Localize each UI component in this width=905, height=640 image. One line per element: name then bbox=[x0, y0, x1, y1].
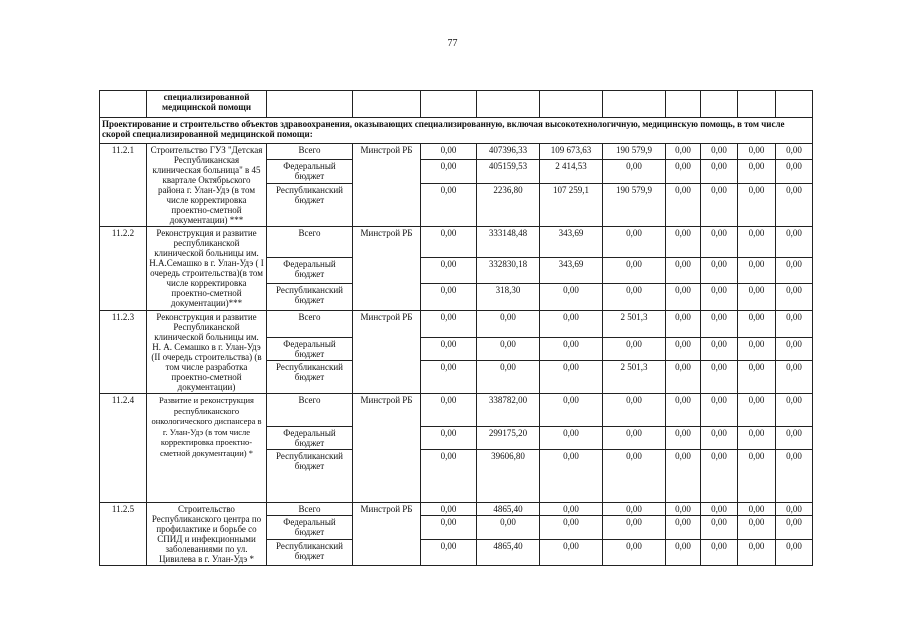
funding-source: Федеральный бюджет bbox=[267, 337, 353, 361]
amount-cell: 299175,20 bbox=[477, 427, 540, 450]
funding-source: Всего bbox=[267, 227, 353, 258]
section-title: Проектирование и строительство объектов здравоохранения, оказывающих специализированную, включая высокотехнологичную, медицинскую помощь, в том числе скорой специализированной медицинской помощи: bbox=[100, 118, 813, 144]
amount-cell: 0,00 bbox=[666, 159, 701, 183]
funding-source: Республиканский бюджет bbox=[267, 361, 353, 394]
amount-cell: 0,00 bbox=[776, 516, 813, 539]
amount-cell: 0,00 bbox=[776, 159, 813, 183]
page-number: 77 bbox=[447, 38, 458, 49]
amount-cell: 0,00 bbox=[421, 361, 477, 394]
amount-cell: 0,00 bbox=[603, 450, 666, 503]
table-row bbox=[100, 227, 813, 258]
amount-cell: 0,00 bbox=[738, 258, 776, 284]
amount-cell: 0,00 bbox=[666, 427, 701, 450]
amount-cell: 0,00 bbox=[666, 144, 701, 160]
amount-cell: 0,00 bbox=[540, 284, 603, 311]
item-name: Строительство ГУЗ "Детская Республиканская клиническая больница" в 45 квартале Октябрьского района г. Улан-Удэ (в том числе корректировка проектно-сметной документации) *** bbox=[147, 144, 267, 227]
amount-cell: 0,00 bbox=[666, 361, 701, 394]
amount-cell: 0,00 bbox=[776, 394, 813, 427]
funding-source: Республиканский бюджет bbox=[267, 539, 353, 565]
executor: Минстрой РБ bbox=[353, 311, 421, 394]
amount-cell: 407396,33 bbox=[477, 144, 540, 160]
funding-source: Федеральный бюджет bbox=[267, 516, 353, 539]
funding-source: Всего bbox=[267, 503, 353, 516]
item-code: 11.2.4 bbox=[100, 394, 147, 503]
amount-cell: 0,00 bbox=[701, 361, 738, 394]
amount-cell: 0,00 bbox=[776, 539, 813, 565]
amount-cell: 0,00 bbox=[738, 337, 776, 361]
executor: Минстрой РБ bbox=[353, 227, 421, 311]
amount-cell: 0,00 bbox=[776, 503, 813, 516]
amount-cell: 0,00 bbox=[701, 144, 738, 160]
item-code: 11.2.1 bbox=[100, 144, 147, 227]
amount-cell: 0,00 bbox=[421, 258, 477, 284]
funding-source: Республиканский бюджет bbox=[267, 450, 353, 503]
item-name: Реконструкция и развитие республиканской клинической больницы им. Н.А.Семашко в г. Улан-Удэ ( I очередь строительства)(в том числе корректировка проектно-сметной документации)*** bbox=[147, 227, 267, 311]
amount-cell: 0,00 bbox=[701, 159, 738, 183]
amount-cell: 0,00 bbox=[701, 539, 738, 565]
item-code: 11.2.5 bbox=[100, 503, 147, 566]
amount-cell: 0,00 bbox=[738, 361, 776, 394]
amount-cell: 0,00 bbox=[738, 394, 776, 427]
amount-cell: 0,00 bbox=[738, 144, 776, 160]
item-name: Реконструкция и развитие Республиканской клинической больницы им. Н. А. Семашко в г. Улан-Удэ (II очередь строительства) (в том числе разработка проектно-сметной документации) bbox=[147, 311, 267, 394]
amount-cell: 0,00 bbox=[540, 311, 603, 338]
amount-cell: 0,00 bbox=[666, 503, 701, 516]
amount-cell: 0,00 bbox=[738, 450, 776, 503]
amount-cell: 405159,53 bbox=[477, 159, 540, 183]
funding-source: Всего bbox=[267, 394, 353, 427]
amount-cell: 0,00 bbox=[738, 227, 776, 258]
header-name-cell: специализированной медицинской помощи bbox=[147, 91, 267, 118]
amount-cell: 343,69 bbox=[540, 258, 603, 284]
amount-cell: 0,00 bbox=[738, 503, 776, 516]
funding-source: Федеральный бюджет bbox=[267, 427, 353, 450]
amount-cell: 0,00 bbox=[776, 361, 813, 394]
amount-cell: 0,00 bbox=[666, 394, 701, 427]
funding-source: Федеральный бюджет bbox=[267, 159, 353, 183]
amount-cell: 0,00 bbox=[701, 284, 738, 311]
amount-cell: 0,00 bbox=[738, 516, 776, 539]
amount-cell: 0,00 bbox=[540, 427, 603, 450]
amount-cell: 0,00 bbox=[666, 227, 701, 258]
amount-cell: 0,00 bbox=[421, 144, 477, 160]
amount-cell: 4865,40 bbox=[477, 503, 540, 516]
amount-cell: 0,00 bbox=[477, 361, 540, 394]
amount-cell: 343,69 bbox=[540, 227, 603, 258]
amount-cell: 333148,48 bbox=[477, 227, 540, 258]
executor: Минстрой РБ bbox=[353, 503, 421, 566]
amount-cell: 0,00 bbox=[738, 427, 776, 450]
header-row bbox=[100, 91, 813, 118]
table-row bbox=[100, 311, 813, 338]
amount-cell: 109 673,63 bbox=[540, 144, 603, 160]
funding-source: Федеральный бюджет bbox=[267, 258, 353, 284]
funding-source: Всего bbox=[267, 144, 353, 160]
amount-cell: 0,00 bbox=[701, 450, 738, 503]
amount-cell: 332830,18 bbox=[477, 258, 540, 284]
amount-cell: 0,00 bbox=[540, 361, 603, 394]
amount-cell: 2 501,3 bbox=[603, 361, 666, 394]
amount-cell: 39606,80 bbox=[477, 450, 540, 503]
amount-cell: 0,00 bbox=[776, 311, 813, 338]
amount-cell: 0,00 bbox=[738, 284, 776, 311]
budget-table bbox=[99, 90, 813, 566]
amount-cell: 107 259,1 bbox=[540, 184, 603, 227]
amount-cell: 0,00 bbox=[701, 227, 738, 258]
amount-cell: 0,00 bbox=[477, 516, 540, 539]
amount-cell: 0,00 bbox=[738, 159, 776, 183]
executor: Минстрой РБ bbox=[353, 144, 421, 227]
amount-cell: 0,00 bbox=[776, 258, 813, 284]
amount-cell: 0,00 bbox=[421, 227, 477, 258]
amount-cell: 0,00 bbox=[738, 184, 776, 227]
amount-cell: 0,00 bbox=[421, 184, 477, 227]
amount-cell: 2236,80 bbox=[477, 184, 540, 227]
amount-cell: 0,00 bbox=[421, 284, 477, 311]
section-row bbox=[100, 118, 813, 144]
amount-cell: 0,00 bbox=[666, 258, 701, 284]
amount-cell: 0,00 bbox=[540, 394, 603, 427]
funding-source: Республиканский бюджет bbox=[267, 284, 353, 311]
table-row bbox=[100, 144, 813, 160]
amount-cell: 0,00 bbox=[701, 427, 738, 450]
amount-cell: 0,00 bbox=[540, 503, 603, 516]
amount-cell: 0,00 bbox=[776, 144, 813, 160]
amount-cell: 0,00 bbox=[603, 284, 666, 311]
item-code: 11.2.3 bbox=[100, 311, 147, 394]
amount-cell: 0,00 bbox=[421, 450, 477, 503]
table-row bbox=[100, 394, 813, 427]
amount-cell: 0,00 bbox=[421, 159, 477, 183]
amount-cell: 0,00 bbox=[776, 427, 813, 450]
amount-cell: 0,00 bbox=[738, 311, 776, 338]
amount-cell: 338782,00 bbox=[477, 394, 540, 427]
amount-cell: 0,00 bbox=[603, 258, 666, 284]
amount-cell: 0,00 bbox=[701, 311, 738, 338]
amount-cell: 0,00 bbox=[421, 394, 477, 427]
amount-cell: 2 501,3 bbox=[603, 311, 666, 338]
amount-cell: 0,00 bbox=[477, 337, 540, 361]
amount-cell: 0,00 bbox=[540, 337, 603, 361]
amount-cell: 0,00 bbox=[540, 516, 603, 539]
table-row bbox=[100, 503, 813, 516]
item-code: 11.2.2 bbox=[100, 227, 147, 311]
funding-source: Всего bbox=[267, 311, 353, 338]
amount-cell: 0,00 bbox=[603, 503, 666, 516]
amount-cell: 4865,40 bbox=[477, 539, 540, 565]
amount-cell: 2 414,53 bbox=[540, 159, 603, 183]
amount-cell: 0,00 bbox=[776, 337, 813, 361]
amount-cell: 0,00 bbox=[603, 337, 666, 361]
amount-cell: 0,00 bbox=[776, 227, 813, 258]
amount-cell: 0,00 bbox=[666, 539, 701, 565]
amount-cell: 0,00 bbox=[701, 337, 738, 361]
amount-cell: 0,00 bbox=[603, 394, 666, 427]
amount-cell: 0,00 bbox=[540, 539, 603, 565]
amount-cell: 0,00 bbox=[603, 516, 666, 539]
amount-cell: 0,00 bbox=[666, 311, 701, 338]
item-name: Строительство Республиканского центра по профилактике и борьбе со СПИД и инфекционными заболеваниями по ул. Цивилева в г. Улан-Удэ * bbox=[147, 503, 267, 566]
amount-cell: 0,00 bbox=[701, 258, 738, 284]
amount-cell: 0,00 bbox=[701, 394, 738, 427]
amount-cell: 0,00 bbox=[603, 539, 666, 565]
funding-source: Республиканский бюджет bbox=[267, 184, 353, 227]
amount-cell: 0,00 bbox=[603, 427, 666, 450]
amount-cell: 318,30 bbox=[477, 284, 540, 311]
amount-cell: 0,00 bbox=[421, 427, 477, 450]
amount-cell: 0,00 bbox=[421, 539, 477, 565]
amount-cell: 0,00 bbox=[421, 311, 477, 338]
amount-cell: 0,00 bbox=[603, 159, 666, 183]
amount-cell: 0,00 bbox=[776, 284, 813, 311]
amount-cell: 0,00 bbox=[477, 311, 540, 338]
amount-cell: 0,00 bbox=[666, 516, 701, 539]
amount-cell: 0,00 bbox=[421, 516, 477, 539]
amount-cell: 190 579,9 bbox=[603, 184, 666, 227]
item-name: Развитие и реконструкция республиканского онкологического диспансера в г. Улан-Удэ (в том числе корректировка проектно-сметной документации) * bbox=[147, 394, 267, 503]
amount-cell: 0,00 bbox=[421, 503, 477, 516]
amount-cell: 0,00 bbox=[701, 503, 738, 516]
amount-cell: 0,00 bbox=[666, 184, 701, 227]
executor: Минстрой РБ bbox=[353, 394, 421, 503]
amount-cell: 0,00 bbox=[776, 184, 813, 227]
amount-cell: 0,00 bbox=[701, 184, 738, 227]
amount-cell: 0,00 bbox=[421, 337, 477, 361]
amount-cell: 0,00 bbox=[738, 539, 776, 565]
amount-cell: 0,00 bbox=[666, 284, 701, 311]
amount-cell: 0,00 bbox=[666, 337, 701, 361]
amount-cell: 0,00 bbox=[666, 450, 701, 503]
amount-cell: 0,00 bbox=[540, 450, 603, 503]
amount-cell: 0,00 bbox=[701, 516, 738, 539]
amount-cell: 190 579,9 bbox=[603, 144, 666, 160]
amount-cell: 0,00 bbox=[776, 450, 813, 503]
amount-cell: 0,00 bbox=[603, 227, 666, 258]
